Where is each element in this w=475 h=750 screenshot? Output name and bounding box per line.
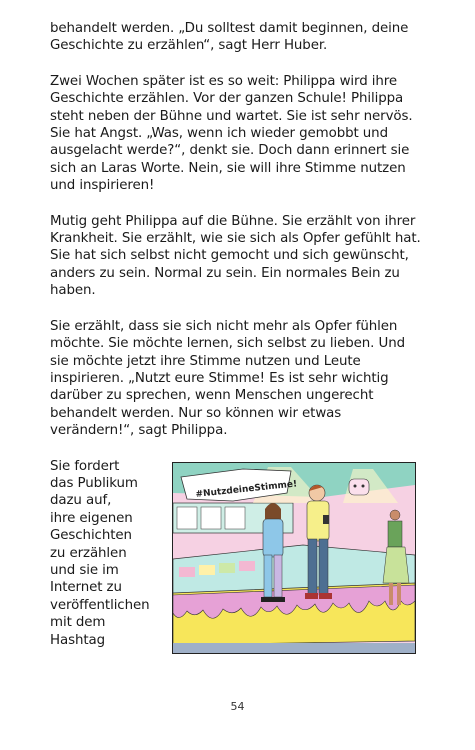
side-paragraph [50, 458, 168, 649]
sign-text: #NutzdeineStimme! [195, 478, 298, 500]
side-line: Geschichten [50, 528, 132, 544]
side-line: das Publikum [50, 475, 138, 491]
paragraph-1: behandelt werden. „Du solltest damit beginnen, deine Geschichte zu erzählen“, sagt Herr Huber. [50, 21, 409, 54]
paragraph-3: Mutig geht Philippa auf die Bühne. Sie erzählt von ihrer Krankheit. Sie erzählt, wie sie sich als Opfer gefühlt hat. Sie hat sich selbst nicht gemocht und sich gewünscht, anders zu sein. Normal zu sein. Ein normales Bein zu haben. [50, 213, 421, 299]
side-line: Hashtag [50, 632, 105, 648]
paragraph-2: Zwei Wochen später ist es so weit: Philippa wird ihre Geschichte erzählen. Vor der ganzen Schule! Philippa steht neben der Bühne und wartet. Sie ist sehr nervös. Sie hat Angst. „Was, wenn ich wieder gemobbt und ausgelacht werde?“, denkt sie. Doch dann erinnert sie sich an Laras Worte. Nein, sie will ihre Stimme nutzen und inspirieren! [50, 73, 413, 194]
comic-illustration [172, 462, 416, 654]
side-line: und sie im [50, 562, 119, 578]
side-line: Sie fordert [50, 458, 120, 474]
side-line: zu erzählen [50, 545, 127, 561]
page-number: 54 [230, 700, 245, 713]
text-with-illustration [50, 458, 422, 658]
side-line: Internet zu [50, 580, 122, 596]
side-line: mit dem [50, 615, 106, 631]
ice-cream-mascot [349, 479, 369, 495]
ice-cream-shop-scene [173, 463, 415, 653]
side-line: ihre eigenen [50, 510, 133, 526]
paragraph-4: Sie erzählt, dass sie sich nicht mehr als Opfer fühlen möchte. Sie möchte lernen, sich selbst zu lieben. Und sie möchte jetzt ihre Stimme nutzen und Leute inspirieren. „Nutzt eure Stimme! Es ist sehr wichtig darüber zu sprechen, wenn Menschen ungerecht behandelt werden. Nur so können wir etwas verändern!“, sagt Philippa. [50, 318, 405, 439]
page-body [50, 20, 422, 658]
side-line: veröffentlichen [50, 597, 150, 613]
side-line: dazu auf, [50, 493, 112, 509]
